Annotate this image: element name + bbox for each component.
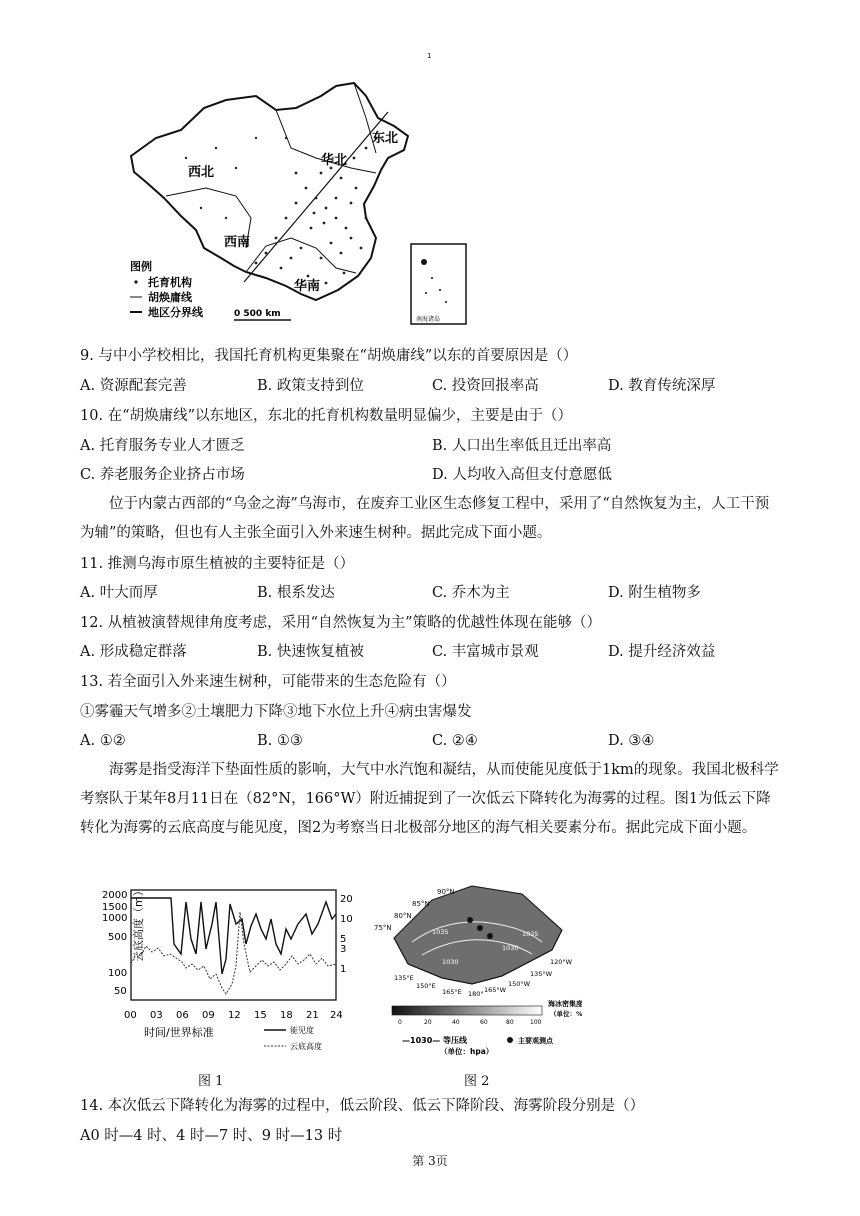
q10-option-c[interactable]: C. 养老服务企业挤占市场 <box>80 467 245 483</box>
q11-option-a[interactable]: A. 叶大而厚 <box>80 585 158 601</box>
question-11: 11. 推测乌海市原生植被的主要特征是（） <box>80 556 355 572</box>
fig1-x-axis-label: 时间/世界标准 <box>144 1026 214 1039</box>
fig1-x-tick: 24 <box>330 1010 343 1021</box>
fig2-lon-label: 150°W <box>508 980 531 988</box>
fig2-isobar-label: 1035 <box>522 930 539 938</box>
region-label-northwest: 西北 <box>188 165 215 180</box>
legend-item-institution: 托育机构 <box>148 276 192 289</box>
fig1-x-tick: 03 <box>150 1010 163 1021</box>
fig2-lat-label: 85°N <box>412 900 430 908</box>
fig1-x-tick: 18 <box>280 1010 293 1021</box>
legend-title: 图例 <box>130 260 152 273</box>
fig2-lon-label: 180° <box>468 990 484 998</box>
figure-2-caption: 图 2 <box>464 1074 490 1089</box>
fig2-isobar-label: 1035 <box>432 928 449 936</box>
question-10: 10. 在“胡焕庸线”以东地区，东北的托育机构数量明显偏少，主要是由于（） <box>80 408 572 424</box>
q13-option-d[interactable]: D. ③④ <box>608 733 655 749</box>
q9-option-c[interactable]: C. 投资回报率高 <box>432 378 539 394</box>
fig2-ice-label: 海冰密集度 <box>548 1000 582 1008</box>
fig1-legend-visibility: 能见度 <box>290 1026 314 1035</box>
fig2-station-legend: 主要观测点 <box>518 1037 553 1045</box>
q12-option-a[interactable]: A. 形成稳定群落 <box>80 644 187 660</box>
fig2-colorbar-tick: 100 <box>530 1019 542 1026</box>
fig2-colorbar-tick: 40 <box>452 1019 460 1026</box>
region-label-northeast: 东北 <box>372 131 399 146</box>
fig2-isobar-legend: —1030— 等压线 <box>402 1036 468 1045</box>
fig2-colorbar-tick: 0 <box>398 1019 402 1026</box>
top-mark: 1 <box>427 52 432 60</box>
fig2-lon-label: 150°E <box>416 982 436 990</box>
q13-option-a[interactable]: A. ①② <box>80 733 126 749</box>
fig2-colorbar-tick: 20 <box>424 1019 432 1026</box>
q9-option-b[interactable]: B. 政策支持到位 <box>257 378 364 394</box>
fig1-left-tick: 100 <box>108 968 128 979</box>
q13-statements: ①雾霾天气增多②土壤肥力下降③地下水位上升④病虫害爆发 <box>80 704 472 720</box>
q13-option-b[interactable]: B. ①③ <box>257 733 303 749</box>
fig2-isobar-label: 1030 <box>442 958 459 966</box>
region-label-north: 华北 <box>321 153 348 168</box>
region-label-southwest: 西南 <box>224 235 251 250</box>
china-map-figure <box>126 78 472 328</box>
q10-option-d[interactable]: D. 人均收入高但支付意愿低 <box>432 467 612 483</box>
question-12: 12. 从植被演替规律角度考虑，采用“自然恢复为主”策略的优越性体现在能够（） <box>80 615 601 631</box>
q10-option-b[interactable]: B. 人口出生率低且迁出率高 <box>432 438 612 454</box>
fig2-lon-label: 135°W <box>530 970 553 978</box>
q12-option-c[interactable]: C. 丰富城市景观 <box>432 644 539 660</box>
fig1-x-tick: 12 <box>228 1010 241 1021</box>
fig2-lat-label: 80°N <box>394 912 412 920</box>
q9-option-d[interactable]: D. 教育传统深厚 <box>608 378 716 394</box>
fig1-x-tick: 09 <box>202 1010 215 1021</box>
fig1-x-tick: 00 <box>124 1010 137 1021</box>
question-9: 9. 与中小学校相比，我国托育机构更集聚在“胡焕庸线”以东的首要原因是（） <box>80 348 578 364</box>
fig1-left-tick: 50 <box>114 986 127 997</box>
fig2-isobar-label: 1030 <box>502 944 519 952</box>
fig1-x-tick: 06 <box>176 1010 189 1021</box>
fig2-lat-label: 75°N <box>374 924 392 932</box>
q11-option-b[interactable]: B. 根系发达 <box>257 585 335 601</box>
fig2-lon-label: 135°E <box>394 974 414 982</box>
q11-option-d[interactable]: D. 附生植物多 <box>608 585 701 601</box>
fig1-left-tick: 1000 <box>102 913 128 924</box>
region-label-south: 华南 <box>294 279 321 294</box>
q14-option-a[interactable]: A0 时—4 时、4 时—7 时、9 时—13 时 <box>80 1128 343 1144</box>
fig1-left-tick: 2000 <box>102 890 128 901</box>
q13-option-c[interactable]: C. ②④ <box>432 733 478 749</box>
question-14: 14. 本次低云下降转化为海雾的过程中，低云阶段、低云下降阶段、海雾阶段分别是（） <box>80 1098 645 1114</box>
page-number: 第 3页 <box>412 1154 448 1168</box>
passage-sea-fog: 海雾是指受海洋下垫面性质的影响，大气中水汽饱和凝结，从而使能见度低于1km的现象。我国北极科学考察队于某年8月11日在（82°N，166°W）附近捕捉到了一次低云下降转化为海雾的过程。图1为低云下降转化为海雾的云底高度与能见度，图2为考察当日北极部分地区的海气相关要素分布。据此完成下面小题。 <box>80 762 779 836</box>
q10-option-a[interactable]: A. 托育服务专业人才匮乏 <box>80 438 245 454</box>
fig1-x-tick: 21 <box>306 1010 319 1021</box>
fig2-colorbar-tick: 80 <box>506 1019 514 1026</box>
fig2-isobar-unit: （单位：hpa） <box>440 1047 494 1056</box>
fig2-ice-colorbar <box>392 1006 542 1015</box>
fig1-right-tick: 10 <box>340 914 353 925</box>
figure-1-caption: 图 1 <box>198 1074 224 1089</box>
fig2-lon-label: 165°W <box>484 986 507 994</box>
q9-option-a[interactable]: A. 资源配套完善 <box>80 378 187 394</box>
inset-label: 南海诸岛 <box>416 316 441 323</box>
fig1-legend-cloud-base: 云底高度 <box>290 1042 322 1051</box>
scale-bar-label: 0 500 km <box>234 309 281 319</box>
south-china-sea-inset <box>411 244 466 324</box>
fig1-right-tick: 3 <box>340 944 347 955</box>
q12-option-b[interactable]: B. 快速恢复植被 <box>257 644 364 660</box>
figure-2-map <box>372 880 582 1058</box>
fig1-right-tick: 5 <box>340 934 347 945</box>
question-13: 13. 若全面引入外来速生树种，可能带来的生态危险有（） <box>80 674 456 690</box>
fig1-x-tick: 15 <box>254 1010 267 1021</box>
q12-option-d[interactable]: D. 提升经济效益 <box>608 644 716 660</box>
figure-1-chart <box>86 884 366 1059</box>
fig1-visibility-line <box>131 898 336 974</box>
china-outline <box>131 83 408 300</box>
q11-option-c[interactable]: C. 乔木为主 <box>432 585 510 601</box>
fig2-lon-label: 165°E <box>442 988 462 996</box>
passage-wuhai: 位于内蒙古西部的“乌金之海”乌海市，在废弃工业区生态修复工程中，采用了“自然恢复为主，人工干预为辅”的策略，但也有人主张全面引入外来速生树种。据此完成下面小题。 <box>80 496 770 541</box>
legend-item-hu-line: 胡焕庸线 <box>148 291 192 304</box>
fig2-ice-unit: （单位：% <box>550 1010 582 1018</box>
fig1-left-axis-label: 云底高度（m） <box>132 885 145 962</box>
fig2-colorbar-tick: 60 <box>480 1019 488 1026</box>
fig1-right-tick: 20 <box>340 894 353 905</box>
fig2-lat-label: 90°N <box>437 888 455 896</box>
fig1-left-tick: 1500 <box>102 902 128 913</box>
fig1-cloud-base-line <box>131 912 336 994</box>
fig2-lon-label: 120°W <box>550 958 573 966</box>
fig1-left-tick: 500 <box>108 932 128 943</box>
fig1-right-tick: 1 <box>340 964 347 975</box>
legend-item-boundary: 地区分界线 <box>148 306 203 319</box>
